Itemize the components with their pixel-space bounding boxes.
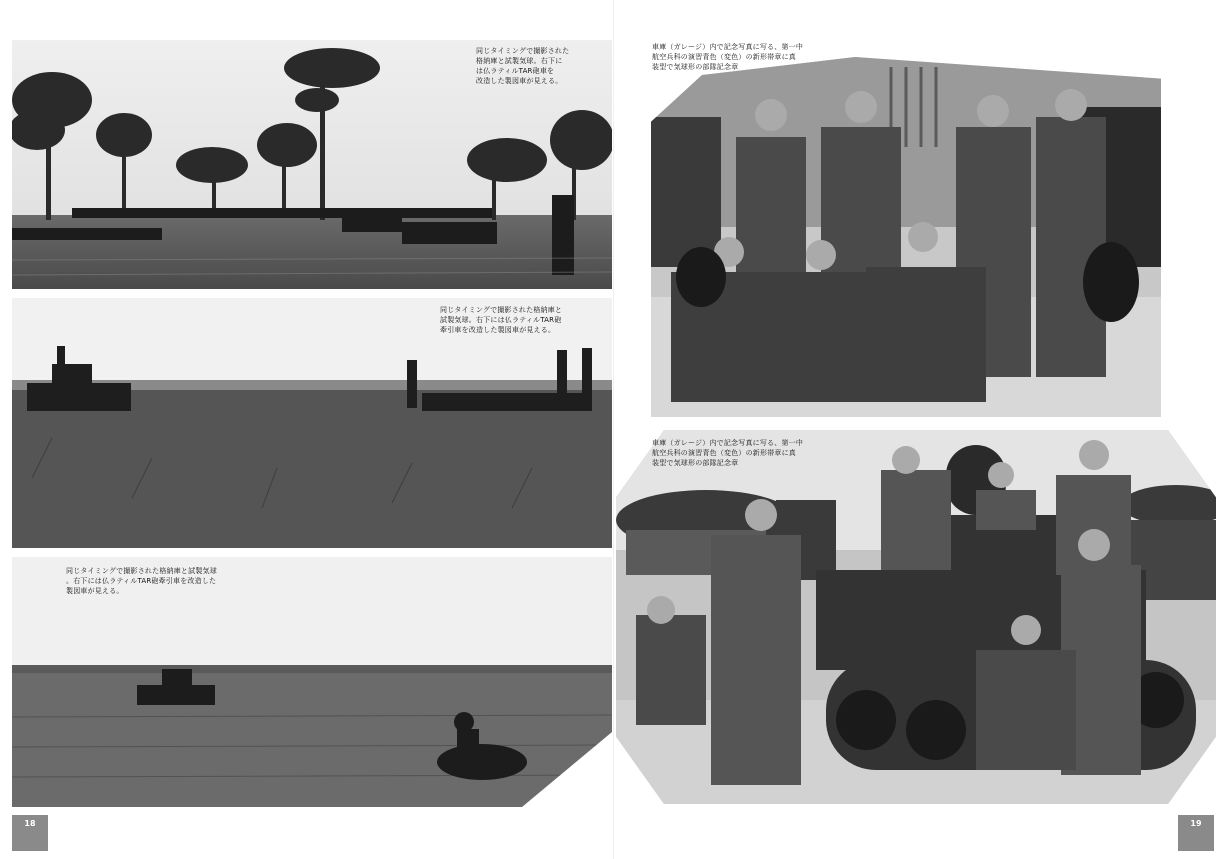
photo-tank-in-field [12,298,612,548]
photo5-caption: 車庫（ガレージ）内で記念写真に写る、第一中 航空兵科の演習青色（変色）の新形帯章に真 装型で気球形の部隊記念章 [652,439,804,467]
page-number-left: 18 [12,815,48,851]
photo3-caption: 同じタイミングで撮影された格納庫と試製気球 。右下には仏ラティルTAR砲牽引車を改造した 製図車が見える。 [66,567,217,595]
photo2-caption: 同じタイミングで撮影された格納庫と 試製気球。右下には仏ラティルTAR砲 牽引車を改造した製図車が見える。 [440,306,563,334]
page-number-right: 19 [1178,815,1214,851]
photo-soldiers-with-tank [616,430,1216,804]
photo-group-portrait [651,57,1161,417]
photo4-caption: 車庫（ガレージ）内で記念写真に写る、第一中 航空兵科の演習青色（変色）の新形帯章に真 装型で気球形の部隊記念章 [652,43,804,71]
photo1-caption: 同じタイミングで撮影された 格納庫と試製気球。右下に は仏ラティルTAR砲車を 改造した製図車が見える。 [476,47,570,85]
page-gutter [613,0,614,859]
